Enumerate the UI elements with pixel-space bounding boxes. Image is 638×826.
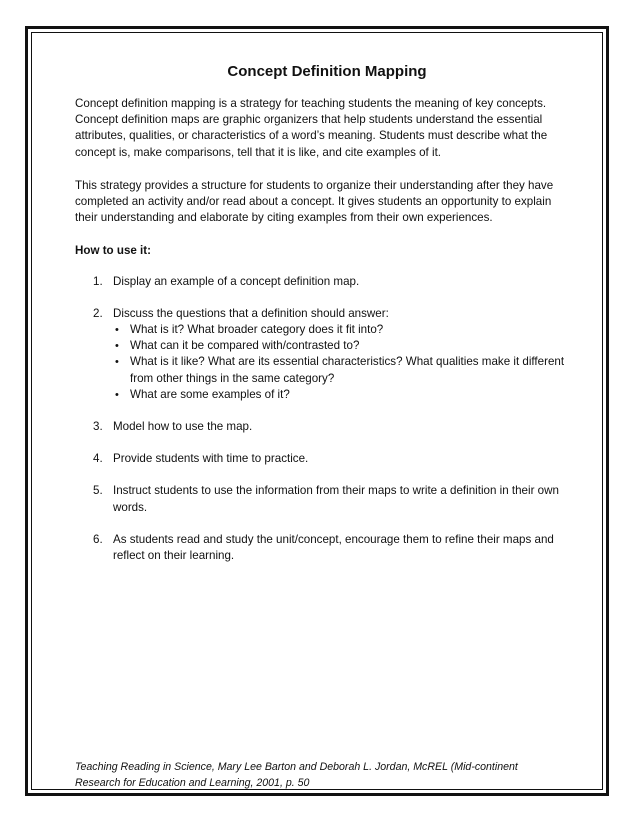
document-body	[75, 62, 565, 580]
step-text: Discuss the questions that a definition should answer:	[113, 306, 389, 320]
list-item-question	[113, 338, 565, 354]
bullet-icon: •	[115, 388, 119, 401]
list-item-step-5	[75, 483, 565, 515]
step-number: 3.	[93, 420, 103, 434]
list-item-question	[113, 322, 565, 338]
structure-paragraph: This strategy provides a structure for students to organize their understanding after they have completed an activity and/or read about a concept. It gives students an opportunity to explain their understanding and elaborate by citing examples from their own experiences.	[75, 178, 554, 225]
step-number: 2.	[93, 306, 103, 320]
document-title: Concept Definition Mapping	[227, 63, 427, 80]
step-text: As students read and study the unit/concept, encourage them to refine their maps and reflect on their learning.	[113, 532, 554, 563]
step-text: Provide students with time to practice.	[113, 452, 309, 466]
bullet-icon: •	[115, 356, 119, 369]
step-number: 6.	[93, 532, 103, 546]
list-item-step-2	[75, 306, 565, 403]
question-text: What can it be compared with/contrasted to?	[130, 339, 360, 353]
list-item-question	[113, 354, 565, 386]
question-text: What is it like? What are its essential characteristics? What qualities make it different from other things in the same category?	[130, 355, 565, 385]
list-item-question	[113, 387, 565, 403]
how-to-heading: How to use it:	[75, 244, 151, 258]
list-item-step-4	[75, 451, 565, 467]
question-text: What is it? What broader category does it fit into?	[130, 323, 384, 337]
step-text: Instruct students to use the information from their maps to write a definition in their own words.	[113, 484, 559, 514]
step-number: 5.	[93, 484, 103, 498]
step-text: Model how to use the map.	[113, 420, 253, 434]
definition-questions-list	[113, 322, 565, 403]
list-item-step-3	[75, 419, 565, 435]
steps-list	[75, 274, 565, 565]
question-text: What are some examples of it?	[130, 387, 290, 401]
bullet-icon: •	[115, 340, 119, 353]
bullet-icon: •	[115, 324, 119, 337]
step-text: Display an example of a concept definition map.	[113, 274, 360, 288]
intro-paragraph: Concept definition mapping is a strategy for teaching students the meaning of key concepts. Concept definition maps are graphic organizers that help students understand the essential attributes, qualities, or characteristics of a word’s meaning. Students must describe what the concept is, make comparisons, tell that it is like, and cite examples of it.	[75, 97, 548, 159]
step-number: 4.	[93, 452, 103, 466]
citation-footer: Teaching Reading in Science, Mary Lee Barton and Deborah L. Jordan, McREL (Mid-continent Research for Education and Learning, 2001, p. 50	[75, 761, 518, 789]
list-item-step-6	[75, 532, 565, 564]
step-number: 1.	[93, 274, 103, 288]
list-item-step-1	[75, 274, 565, 290]
